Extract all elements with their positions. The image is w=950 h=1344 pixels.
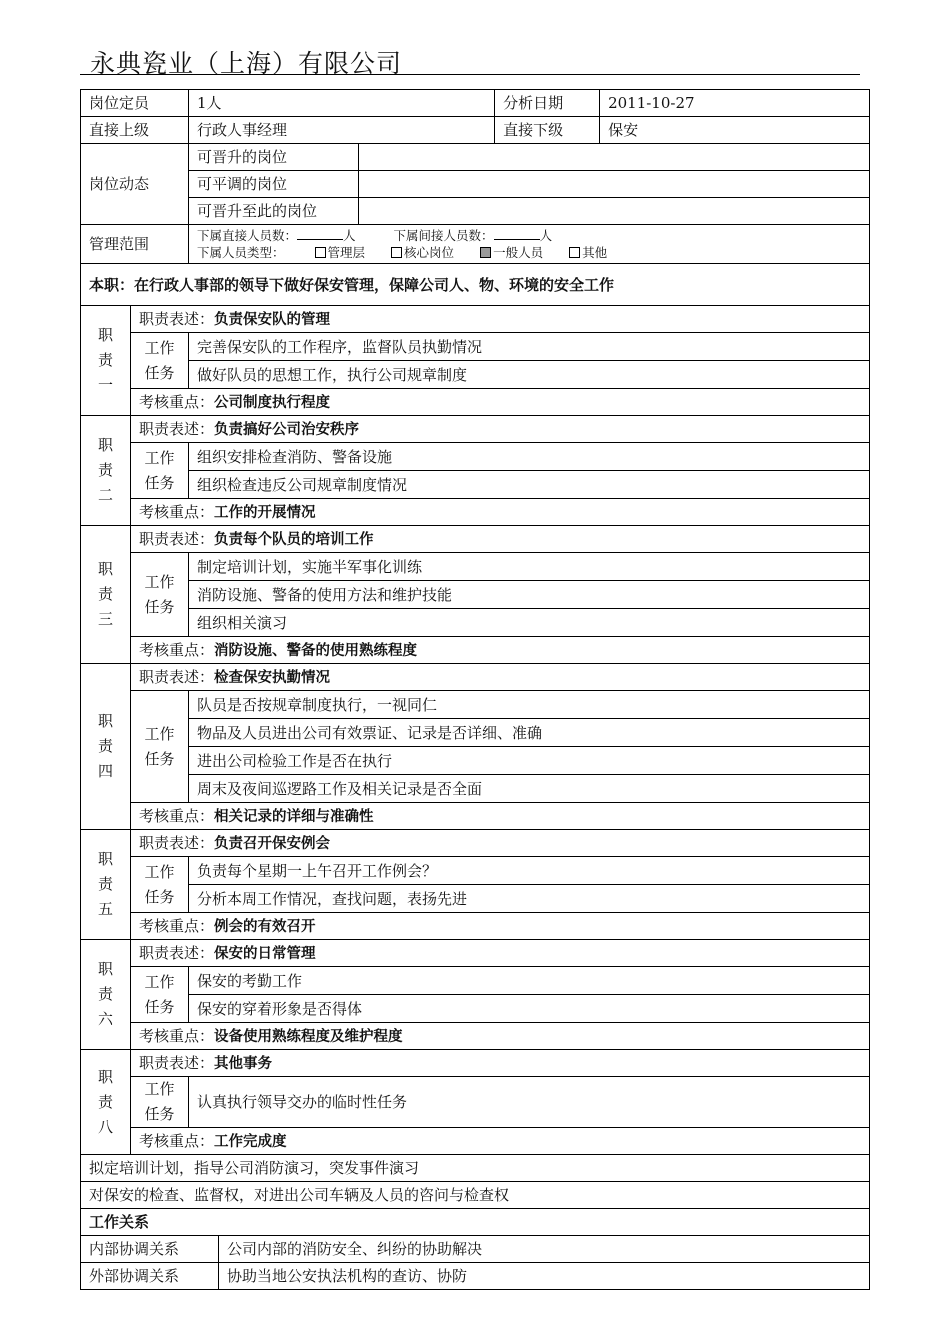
task-item: 物品及人员进出公司有效票证、记录是否详细、准确 [189,719,870,747]
task-item: 消防设施、警备的使用方法和维护技能 [189,581,870,609]
subordinate-value: 保安 [600,117,870,144]
checkbox-icon[interactable] [480,247,491,258]
duty-title-char: 职 [97,436,113,454]
kpi-text: 工作完成度 [214,1133,287,1150]
type-option[interactable] [569,244,607,261]
type-option[interactable] [315,244,366,261]
task-label-line: 工作 [144,1080,175,1098]
duty-desc [131,664,870,691]
main-duty: 本职：在行政人事部的领导下做好保安管理，保障公司人、物、环境的安全工作 [81,264,870,306]
task-item: 周末及夜间巡逻路工作及相关记录是否全面 [189,775,870,803]
kpi-label: 考核重点： [139,502,215,521]
duty-desc-text: 负责保安队的管理 [214,311,331,328]
task-label-line: 任务 [144,473,175,492]
task-item: 做好队员的思想工作，执行公司规章制度 [189,361,870,389]
duty-kpi [131,637,870,664]
duty-title-char: 责 [97,737,113,755]
scope-content [189,225,870,264]
duty-desc-label: 职责表述： [139,419,215,438]
type-option[interactable] [391,244,454,261]
duty-desc-label: 职责表述： [139,529,215,548]
duty-desc-label: 职责表述： [139,1053,215,1072]
task-label-line: 任务 [144,363,175,382]
dynamics-label: 岗位动态 [81,144,189,225]
task-item: 负责每个星期一上午召开工作例会？ [189,857,870,885]
duty-desc [131,940,870,967]
duty-desc-text: 其他事务 [214,1055,273,1072]
duty-kpi [131,913,870,940]
kpi-label: 考核重点： [139,1026,215,1045]
duty-kpi [131,499,870,526]
duty-title [81,306,131,416]
duty-desc [131,526,870,553]
type-option-label: 一般人员 [493,245,544,260]
kpi-label: 考核重点： [139,806,215,825]
duty-desc [131,416,870,443]
duty-title [81,830,131,940]
duty-desc-label: 职责表述： [139,943,215,962]
duty-title-char: 三 [97,610,113,628]
duty-desc [131,830,870,857]
task-label-line: 工作 [144,448,175,467]
checkbox-icon[interactable] [569,247,580,258]
right-item: 拟定培训计划，指导公司消防演习，突发事件演习 [81,1155,870,1182]
right-item: 对保安的检查、监督权，对进出公司车辆及人员的咨问与检查权 [81,1182,870,1209]
duty-title-char: 责 [97,985,113,1003]
task-label-line: 任务 [144,997,175,1016]
duty-title [81,1050,131,1155]
type-option-label: 其他 [582,245,608,260]
dynamics-item: 可晋升的岗位 [189,144,359,171]
duty-kpi [131,1023,870,1050]
analysis-date-label: 分析日期 [495,90,600,117]
dynamics-value [359,144,870,171]
duty-kpi [131,1128,870,1155]
task-label-line: 任务 [144,749,175,768]
unit-label: 人 [539,228,553,243]
duty-desc-label: 职责表述： [139,833,215,852]
duty-title [81,526,131,664]
duty-title-char: 职 [97,560,113,578]
task-item: 分析本周工作情况，查找问题，表扬先进 [189,885,870,913]
direct-sub-blank [297,227,343,240]
task-item: 完善保安队的工作程序，监督队员执勤情况 [189,333,870,361]
relation-value: 公司内部的消防安全、纠纷的协助解决 [219,1236,870,1263]
task-label-line: 工作 [144,972,175,991]
duty-kpi [131,389,870,416]
superior-label: 直接上级 [81,117,189,144]
type-option[interactable] [480,244,543,261]
dynamics-value [359,198,870,225]
task-item: 进出公司检验工作是否在执行 [189,747,870,775]
kpi-text: 消防设施、警备的使用熟练程度 [214,642,418,659]
dynamics-item: 可平调的岗位 [189,171,359,198]
task-label-line: 任务 [144,1105,175,1123]
task-label-line: 工作 [144,572,175,591]
task-label [131,857,189,913]
title-underline [80,74,860,75]
duty-title-char: 职 [97,326,113,344]
task-label-line: 工作 [144,724,175,743]
duty-title-char: 责 [97,351,113,369]
unit-label: 人 [343,228,356,243]
duty-title-char: 职 [97,850,113,868]
duty-title [81,940,131,1050]
subordinate-label: 直接下级 [495,117,600,144]
duty-title-char: 二 [97,486,113,504]
duty-desc-label: 职责表述： [139,667,215,686]
duty-desc-text: 检查保安执勤情况 [214,669,331,686]
duty-title-char: 职 [97,712,113,730]
post-count-label: 岗位定员 [81,90,189,117]
relation-value: 协助当地公安执法机构的查访、协防 [219,1263,870,1290]
task-item: 队员是否按规章制度执行，一视同仁 [189,691,870,719]
checkbox-icon[interactable] [315,247,326,258]
indirect-sub-blank [494,227,540,240]
task-item: 认真执行领导交办的临时性任务 [189,1077,870,1128]
task-item: 组织相关演习 [189,609,870,637]
relation-label: 内部协调关系 [81,1236,219,1263]
duty-title-char: 职 [97,960,113,978]
duty-title-char: 四 [97,762,113,780]
task-label [131,691,189,803]
job-description-table [80,89,870,1290]
kpi-label: 考核重点： [139,916,215,935]
task-label [131,333,189,389]
task-label-line: 工作 [144,338,175,357]
type-option-label: 管理层 [327,245,366,260]
duty-desc-text: 负责每个队员的培训工作 [214,531,374,548]
kpi-text: 例会的有效召开 [214,918,316,935]
duty-desc [131,306,870,333]
indirect-sub-label: 下属间接人员数： [393,228,494,243]
duty-title-char: 责 [97,585,113,603]
duty-title [81,416,131,526]
task-label [131,553,189,637]
checkbox-icon[interactable] [391,247,402,258]
task-item: 保安的考勤工作 [189,967,870,995]
duty-title-char: 责 [97,461,113,479]
task-label-line: 任务 [144,597,175,616]
duty-title-char: 八 [97,1117,113,1136]
task-label [131,1077,189,1128]
duty-title-char: 职 [97,1067,113,1086]
duty-desc [131,1050,870,1077]
duty-title [81,664,131,830]
type-option-label: 核心岗位 [404,245,455,260]
scope-label: 管理范围 [81,225,189,264]
kpi-text: 设备使用熟练程度及维护程度 [214,1028,403,1045]
task-item: 组织安排检查消防、警备设施 [189,443,870,471]
task-item: 保安的穿着形象是否得体 [189,995,870,1023]
task-item: 组织检查违反公司规章制度情况 [189,471,870,499]
task-label-line: 任务 [144,887,175,906]
duty-kpi [131,803,870,830]
duty-desc-text: 负责搞好公司治安秩序 [214,421,360,438]
relations-title: 工作关系 [81,1209,870,1236]
duty-title-char: 责 [97,1092,113,1111]
dynamics-value [359,171,870,198]
relation-label: 外部协调关系 [81,1263,219,1290]
task-label [131,967,189,1023]
post-count-value: 1人 [189,90,495,117]
duty-title-char: 责 [97,875,113,893]
kpi-text: 工作的开展情况 [214,504,316,521]
kpi-label: 考核重点： [139,1131,215,1150]
kpi-label: 考核重点： [139,392,215,411]
task-label [131,443,189,499]
duty-desc-text: 负责召开保安例会 [214,835,331,852]
duty-title-char: 六 [97,1010,113,1028]
duty-title-char: 一 [97,376,113,394]
task-label-line: 工作 [144,862,175,881]
task-item: 制定培训计划，实施半军事化训练 [189,553,870,581]
duty-title-char: 五 [97,900,113,918]
dynamics-item: 可晋升至此的岗位 [189,198,359,225]
kpi-text: 公司制度执行程度 [214,394,331,411]
duty-desc-text: 保安的日常管理 [214,945,316,962]
sub-type-label: 下属人员类型： [197,245,285,260]
kpi-text: 相关记录的详细与准确性 [214,808,374,825]
company-title: 永典瓷业（上海）有限公司 [90,49,403,78]
duty-desc-label: 职责表述： [139,309,215,328]
analysis-date-value: 2011-10-27 [600,90,870,117]
superior-value: 行政人事经理 [189,117,495,144]
direct-sub-label: 下属直接人员数： [197,228,298,243]
kpi-label: 考核重点： [139,640,215,659]
